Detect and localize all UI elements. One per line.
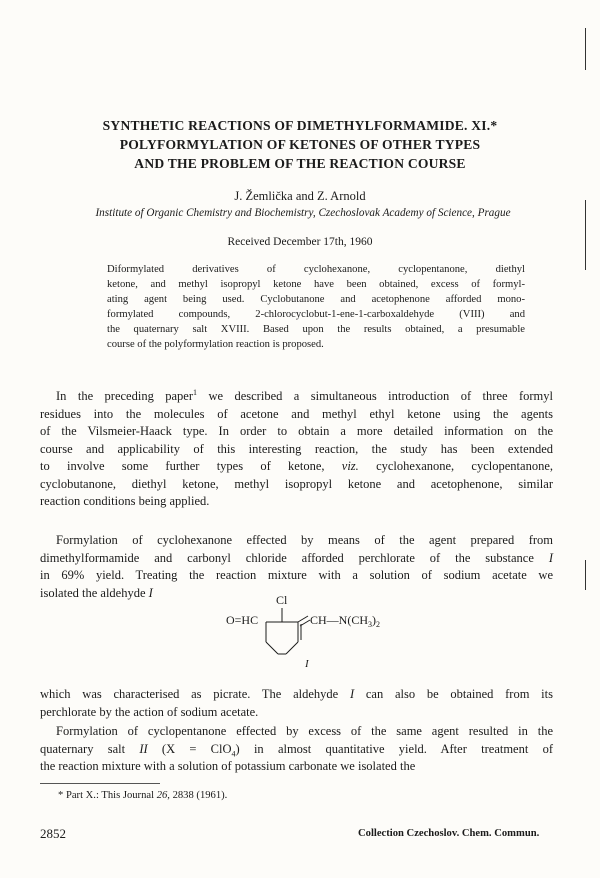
body-line: Formylation of cyclohexanone effected by means of the agent prepared from	[56, 533, 553, 547]
paragraph-cyclopentanone	[40, 723, 553, 776]
formula-subscript: 3	[368, 620, 373, 629]
formula-cl: Cl	[276, 593, 288, 607]
title-line-1: SYNTHETIC REACTIONS OF DIMETHYLFORMAMIDE. XI.*	[102, 118, 498, 133]
text-run: (X = ClO	[147, 741, 232, 756]
page-edge-mark-top	[585, 28, 586, 70]
compound-label: II	[139, 741, 148, 756]
text-run: to involve some further types of ketone,	[40, 459, 342, 473]
body-line: in 69% yield. Treating the reaction mixture with a solution of sodium acetate we	[40, 568, 553, 582]
text-run: ) in almost quantitative yield. After treatment of	[235, 741, 554, 756]
page-edge-mark-middle	[585, 200, 586, 270]
text-run: we described a simultaneous introduction of three formyl	[197, 389, 553, 403]
institution: Institute of Organic Chemistry and Biochemistry, Czechoslovak Academy of Science, Prague	[95, 207, 511, 219]
text-run: can also be obtained from its	[354, 687, 553, 701]
page-edge-mark-lower	[585, 560, 586, 590]
body-line: course and applicability of this interesting reaction, the study has been extended	[40, 441, 553, 456]
paragraph-introduction	[40, 388, 553, 511]
body-line: cyclobutanone, diethyl ketone, methyl isopropyl ketone and acetophenone, similar	[40, 476, 553, 491]
text-run: dimethylformamide and carbonyl chloride afforded perchlorate of the substance	[40, 550, 549, 565]
bond-ch	[298, 616, 308, 622]
abstract-line: ating agent being used. Cyclobutanone and acetophenone afforded mono-	[107, 294, 525, 305]
authors: J. Žemlička and Z. Arnold	[234, 189, 366, 203]
body-line	[40, 388, 553, 406]
compound-label: I	[349, 687, 355, 701]
text-run: In the preceding paper	[56, 389, 194, 403]
subscript: 4	[231, 749, 236, 758]
abstract-line: course of the polyformylation reaction is proposed.	[107, 339, 324, 350]
footnote	[58, 790, 227, 801]
article-title	[40, 116, 560, 173]
received-date: Received December 17th, 1960	[227, 236, 373, 248]
formula-right-text: CH—N(CH	[310, 613, 369, 627]
ring-bond-bottom-right	[286, 642, 298, 654]
body-line: Formylation of cyclopentanone effected by excess of the same agent resulted in the	[56, 724, 553, 738]
title-line-3: AND THE PROBLEM OF THE REACTION COURSE	[134, 156, 466, 171]
text-run: isolated the aldehyde	[40, 585, 149, 600]
abstract-line: ketone, and methyl isopropyl ketone have been obtained, excess of formyl-	[107, 279, 525, 290]
ring-bond-bottom-left	[266, 642, 278, 654]
formula-right-group	[310, 613, 380, 629]
formula-subscript: 2	[376, 620, 381, 629]
bond-ch-double	[300, 620, 310, 626]
body-line	[40, 550, 553, 568]
paragraph-picrate	[40, 686, 553, 721]
body-line: of the Vilsmeier-Haack type. In order to obtain a more detailed information on the	[40, 424, 553, 438]
abstract-line: Diformylated derivatives of cyclohexanone, cyclopentanone, diethyl	[107, 264, 525, 275]
body-line: residues into the molecules of acetone and methyl ethyl ketone using the agents	[40, 406, 553, 421]
compound-label: I	[548, 550, 553, 565]
body-line	[40, 585, 553, 603]
body-line: reaction conditions being applied.	[40, 494, 210, 508]
body-line	[40, 458, 553, 476]
text-run: , 2838 (1961).	[167, 790, 228, 801]
abstract-line: the quaternary salt XVIII. Based upon the results obtained, a presumable	[107, 324, 525, 335]
title-line-2: POLYFORMYLATION OF KETONES OF OTHER TYPES	[119, 137, 481, 152]
compound-label: I	[148, 585, 153, 600]
text-run: which was characterised as picrate. The aldehyde	[40, 687, 350, 701]
body-line: the reaction mixture with a solution of potassium carbonate we isolated the	[40, 759, 416, 773]
body-line	[40, 686, 553, 704]
abstract	[107, 262, 525, 352]
body-line	[40, 741, 553, 759]
journal-name: Collection Czechoslov. Chem. Commun.	[358, 828, 540, 839]
paragraph-cyclohexanone	[40, 532, 553, 602]
formula-right-end: )	[372, 613, 377, 627]
text-run: quaternary salt	[40, 741, 140, 756]
text-run: * Part X.: This Journal	[58, 790, 157, 801]
formula-left-group: O=HC	[226, 613, 259, 627]
italic-viz: viz.	[341, 459, 359, 473]
footnote-rule	[40, 783, 160, 784]
abstract-line: formylated compounds, 2-chlorocyclobut-1-ene-1-carboxaldehyde (VIII) and	[107, 309, 525, 320]
body-line: perchlorate by the action of sodium acetate.	[40, 704, 259, 719]
reference-superscript: 1	[193, 387, 198, 397]
volume-number: 26	[156, 790, 168, 801]
formula-label: I	[305, 658, 309, 670]
page-number: 2852	[40, 826, 66, 841]
text-run: cyclohexanone, cyclopentanone,	[358, 459, 553, 473]
